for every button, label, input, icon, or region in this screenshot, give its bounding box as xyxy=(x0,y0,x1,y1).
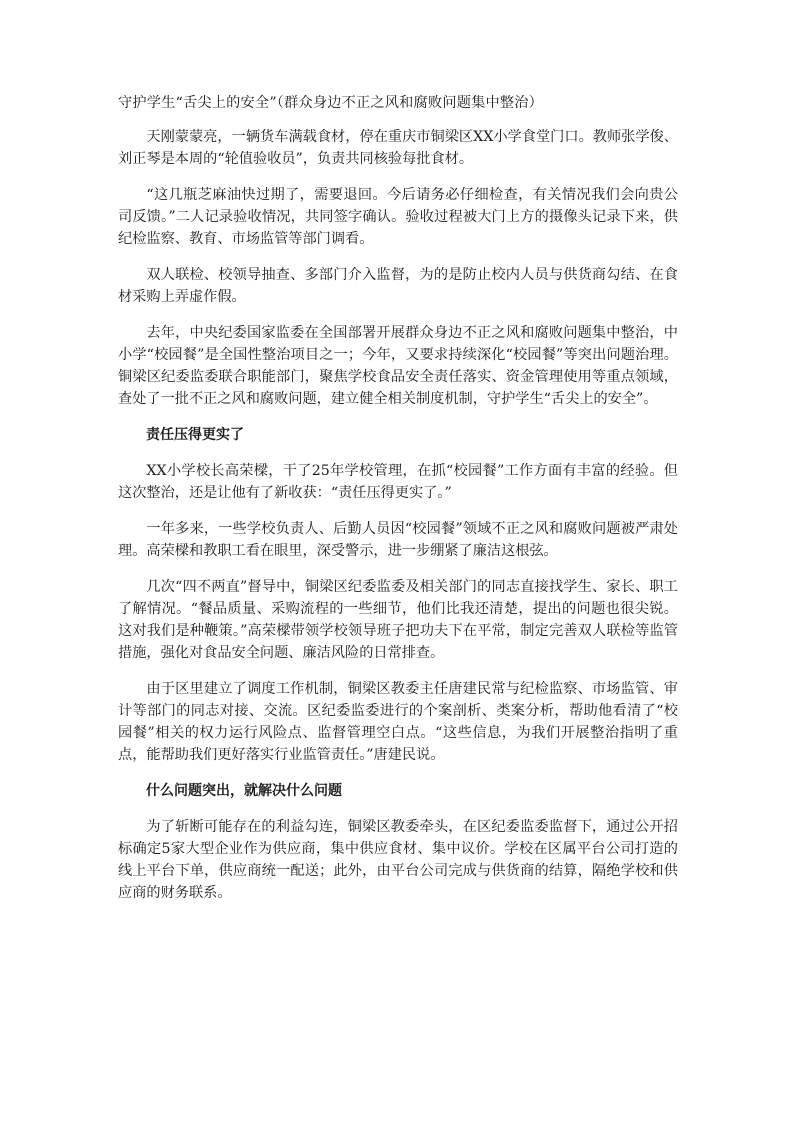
paragraph: 双人联检、校领导抽查、多部门介入监督，为的是防止校内人员与供货商勾结、在食材采购上弄虚作假。 xyxy=(118,267,678,305)
document-title: 守护学生“舌尖上的安全”（群众身边不正之风和腐败问题集中整治） xyxy=(118,95,544,111)
document-page xyxy=(118,92,678,918)
paragraph: XX小学校长高荣樑，干了25年学校管理，在抓“校园餐”工作方面有丰富的经验。但这次整治，还是让他有了新收获：“责任压得更实了。” xyxy=(118,463,678,501)
paragraph: “这几瓶芝麻油快过期了，需要退回。今后请务必仔细检查，有关情况我们会向贵公司反馈。”二人记录验收情况，共同签字确认。验收过程被大门上方的摄像头记录下来，供纪检监察、教育、市场监管等部门调看。 xyxy=(118,187,678,247)
paragraph: 为了斩断可能存在的利益勾连，铜梁区教委牵头，在区纪委监委监督下，通过公开招标确定5家大型企业作为供应商，集中供应食材、集中议价。学校在区属平台公司打造的线上平台下单，供应商统一配送；此外，由平台公司完成与供货商的结算，隔绝学校和供应商的财务联系。 xyxy=(118,819,678,901)
paragraph: 天刚蒙蒙亮，一辆货车满载食材，停在重庆市铜梁区XX小学食堂门口。教师张学俊、刘正琴是本周的“轮值验收员”，负责共同核验每批食材。 xyxy=(118,129,678,167)
paragraph: 由于区里建立了调度工作机制，铜梁区教委主任唐建民常与纪检监察、市场监管、审计等部门的同志对接、交流。区纪委监委进行的个案剖析、类案分析，帮助他看清了“校园餐”相关的权力运行风险点、监督管理空白点。“这些信息，为我们开展整治指明了重点，能帮助我们更好落实行业监管责任。”唐建民说。 xyxy=(118,681,678,763)
paragraph: 去年，中央纪委国家监委在全国部署开展群众身边不正之风和腐败问题集中整治，中小学“校园餐”是全国性整治项目之一；今年，又要求持续深化“校园餐”等突出问题治理。铜梁区纪委监委联合职能部门，聚焦学校食品安全责任落实、资金管理使用等重点领域，查处了一批不正之风和腐败问题，建立健全相关制度机制，守护学生“舌尖上的安全”。 xyxy=(118,325,678,407)
paragraph: 几次“四不两直”督导中，铜梁区纪委监委及相关部门的同志直接找学生、家长、职工了解情况。“餐品质量、采购流程的一些细节，他们比我还清楚，提出的问题也很尖锐。这对我们是种鞭策。”高荣樑带领学校领导班子把功夫下在平常，制定完善双人联检等监管措施，强化对食品安全问题、廉洁风险的日常排查。 xyxy=(118,579,678,661)
paragraph: 一年多来，一些学校负责人、后勤人员因“校园餐”领域不正之风和腐败问题被严肃处理。高荣樑和教职工看在眼里，深受警示，进一步绷紧了廉洁这根弦。 xyxy=(118,521,678,559)
section-heading: 什么问题突出，就解决什么问题 xyxy=(146,783,342,799)
section-heading: 责任压得更实了 xyxy=(146,427,244,443)
